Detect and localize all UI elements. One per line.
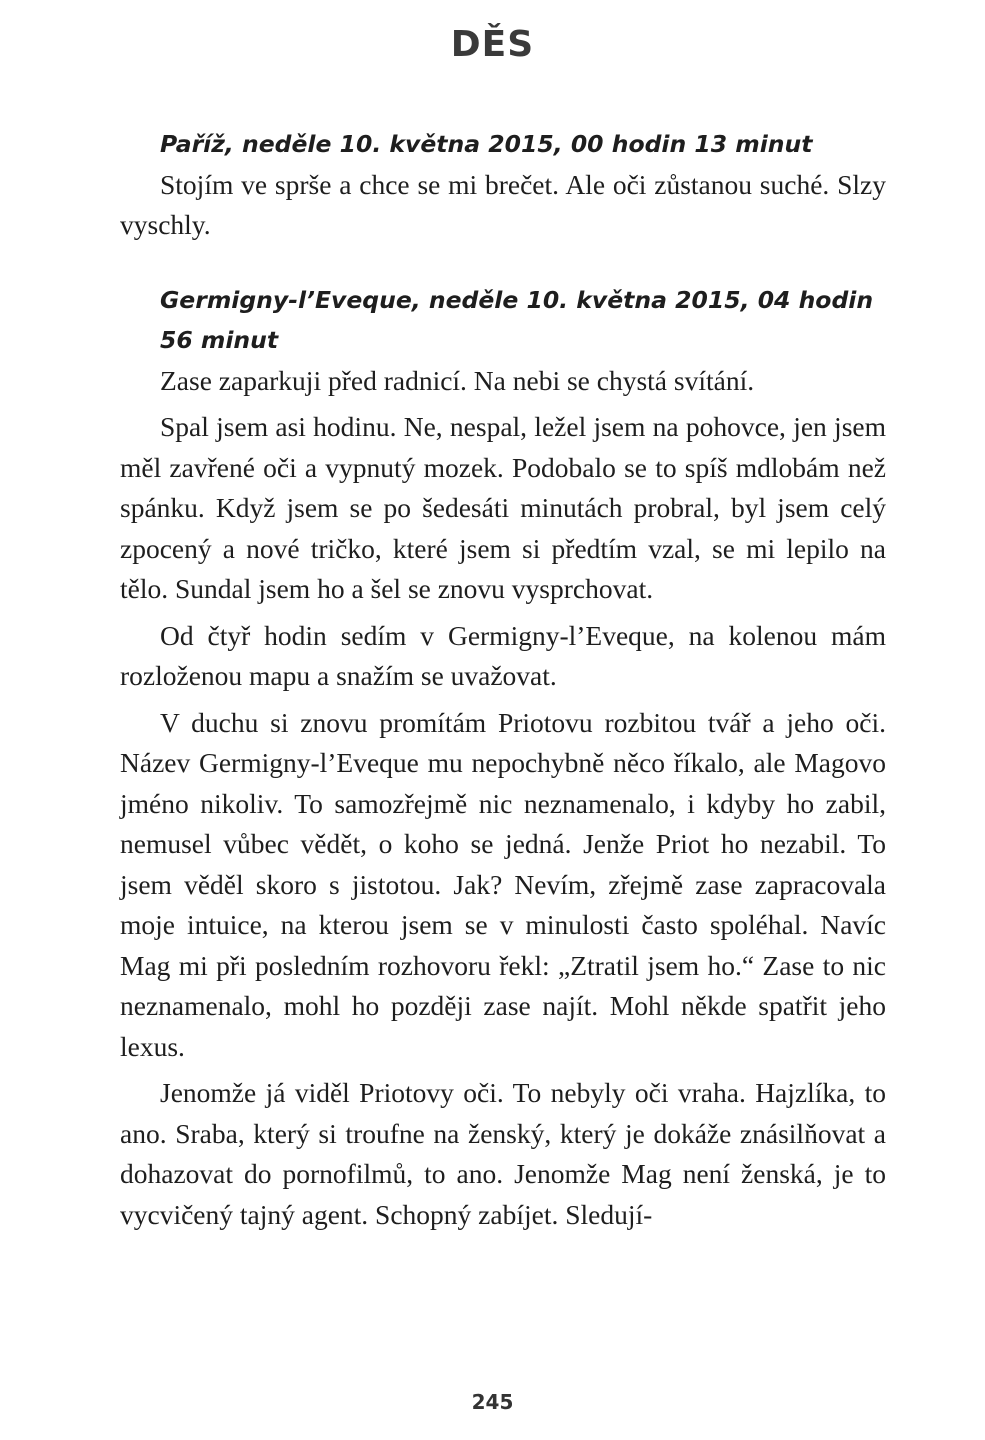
section-heading: Paříž, neděle 10. května 2015, 00 hodin 13 minut xyxy=(160,130,813,158)
running-head: DĚS xyxy=(450,24,535,65)
body-text xyxy=(120,124,886,1241)
section-heading: Germigny-l’Eveque, neděle 10. května 2015, 04 hodin 56 minut xyxy=(160,285,874,354)
paragraph: Jenomže já viděl Priotovy oči. To nebyly oči vraha. Hajzlíka, to ano. Sraba, který si troufne na ženský, který je dokáže znásilňovat a dohazovat do pornofilmů, to ano. Jenomže Mag není ženská, je to vycvičený tajný agent. Schopný zabíjet. Sledují- xyxy=(120,1077,886,1230)
paragraph: Od čtyř hodin sedím v Germigny-l’Eveque, na kolenou mám rozloženou mapu a snažím se uvažovat. xyxy=(120,619,886,691)
paragraph: Spal jsem asi hodinu. Ne, nespal, ležel jsem na pohovce, jen jsem měl zavřené oči a vypnutý mozek. Podobalo se to spíš mdlobám než spánku. Když jsem se po šedesáti minutách probral, byl jsem celý zpocený a nové tričko, které jsem si předtím vzal, se mi lepilo na tělo. Sundal jsem ho a šel se znovu vysprchovat. xyxy=(120,411,886,604)
paragraph: V duchu si znovu promítám Priotovu rozbitou tvář a jeho oči. Název Germigny-l’Eveque mu nepochybně něco říkalo, ale Magovo jméno nikoliv. To samozřejmě nic neznamenalo, i kdyby ho zabil, nemusel vůbec vědět, o koho se jedná. Jenže Priot ho nezabil. To jsem věděl skoro s jistotou. Jak? Nevím, zřejmě zase zapracovala moje intuice, na kterou jsem se v minulosti často spoléhal. Navíc Mag mi při posledním rozhovoru řekl: „Ztratil jsem ho.“ Zase to nic neznamenalo, mohl ho později zase najít. Mohl někde spatřit jeho lexus. xyxy=(120,706,886,1062)
page-number: 245 xyxy=(471,1390,514,1414)
paragraph: Stojím ve sprše a chce se mi brečet. Ale oči zůstanou suché. Slzy vyschly. xyxy=(120,168,886,240)
paragraph: Zase zaparkuji před radnicí. Na nebi se chystá svítání. xyxy=(160,364,755,396)
